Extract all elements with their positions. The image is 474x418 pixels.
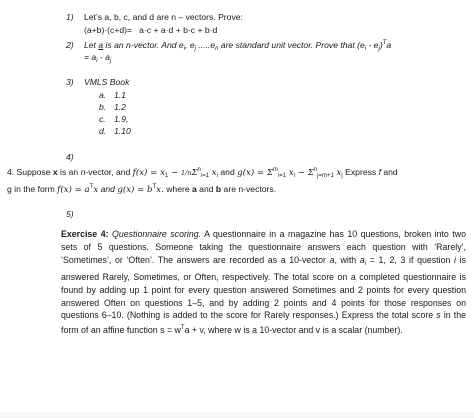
q4-sup: n [197,167,201,173]
q4-sup: T [152,184,157,190]
q5-var: a [359,254,365,265]
q5-seg: , with [334,254,360,265]
q5-paragraph [61,228,466,337]
q3-item-letter: c. [99,114,106,124]
q2-text [84,40,391,54]
q5-ex-sub: Questionnaire scoring. [112,229,202,239]
q4-seg: − Σ [295,168,314,178]
q4-sub: j=m+1 [317,173,334,179]
q5-sub: i [364,260,367,267]
q5-seg: is answered Rarely, Sometimes, or Often, respectively. The total score on a completed questionnaire is found by adding up 1 point for every question answered Sometimes and 2 points for every question answered Often on questions 1–5, and by adding 2 points and 4 points for those responses on questions 6–10. (Nothing is added to the score for Rarely responses.) Express the total score [61,254,466,321]
q1-label: 1) [66,12,74,22]
q4-sup: n [313,167,318,173]
q3-title: VMLS Book [84,77,130,87]
q4-label: 4) [66,152,74,162]
q5-var: a [329,254,335,265]
q3-label: 3) [66,77,74,87]
q5-seg: = 1, 2, 3 if question [366,254,455,265]
q2-sub: i [364,46,367,52]
q2-sup: T [382,40,387,46]
q2-sub: j [109,58,112,64]
q4-b: b [215,184,222,194]
q4-seg: x [93,185,99,195]
q3-item-letter: d. [99,126,107,136]
q1-eq-rhs: a·c + a·d + b·c + b·d [139,25,218,35]
q2-seg: is an n-vector. And e [103,40,184,50]
q4-sub: i=1 [200,173,210,179]
q2-label: 2) [66,40,74,50]
q4-seg: Express [342,167,379,177]
q4-seg: and [380,167,398,177]
q4-sub: i [293,173,296,179]
q4-sub: i [216,173,218,179]
q3-item-value: 1.2 [114,102,126,112]
q4-sub: j [341,173,343,179]
q4-seg: -vector, and [85,167,133,177]
q2-seg: = a [84,52,97,62]
q4-seg: x [286,168,294,178]
q5-seg: a + v, where w is a 10-vector and v is a scalar (number). [184,325,403,336]
q5-var: i [454,254,456,265]
q4-f: f [378,167,381,177]
q4-seg: and [196,184,216,194]
q2-seg: .....e [195,40,216,50]
q4-x: x [52,167,58,177]
q4-seg: x [209,168,217,178]
q4-sum: Σ [191,168,198,178]
q5-seg: in the form of an affine function s = w [61,310,467,336]
q5-ex-title: Exercise 4: [61,229,109,239]
q3-item-value: 1.9, [114,114,129,124]
q1-equation [84,25,217,36]
q4-fx: f(x) = x [132,168,165,178]
q4-seg: x. [156,185,164,195]
q5-label: 5) [66,209,74,219]
q3-item-letter: b. [99,102,107,112]
q4-seg: where [163,184,193,194]
q2-sub: j [194,46,196,52]
q4-seg: x [333,168,342,178]
q4-seg: − [168,168,181,178]
q4-seg: and [218,167,238,177]
q2-seg: - a [97,52,110,62]
q4-gx: g(x) = Σ [237,168,273,178]
q3-item-letter: a. [99,90,107,100]
q2-sub: n [215,46,219,52]
q2-seg: Let [84,40,99,50]
q3-item-value: 1.1 [114,90,126,100]
q4-a: a [192,184,197,194]
q2-a-var: a [98,40,104,50]
q4-sup: T [89,184,94,190]
q4-form1: f(x) = a [57,185,90,195]
q1-eq-lhs: (a+b)·(c+d)= [84,25,132,35]
q3-item-value: 1.10 [114,126,131,136]
q4-seg: is an [57,167,81,177]
q4-seg: 4. Suppose [7,167,53,177]
q2-sub: i [183,46,186,52]
q4-n: n [80,167,86,177]
q4-sup: m [272,167,278,173]
q4-form2: g(x) = b [117,185,153,195]
q4-seg: g in the form [7,184,58,194]
q4-seg: are n-vectors. [221,184,277,194]
q5-sup: T [180,325,185,332]
q2-seg: - e [366,40,379,50]
q1-text: Let’s a, b, c, and d are n – vectors. Prove: [84,12,243,22]
q2-line2 [84,52,111,66]
q4-frac: 1/n [180,169,192,177]
q2-seg: a [386,40,392,50]
q5-seg: A questionnaire in a magazine has 10 questions, broken into two sets of 5 questions. Someone taking the questionnaire answers each question with ‘Rarely’, ‘Sometimes’, or ‘Often’. The answers are recorded as a 10-vector [61,229,466,265]
q2-sub: j [378,46,380,52]
q4-sub: i=1 [277,173,287,179]
q2-sub: i [96,58,98,64]
q4-line1 [7,167,398,181]
q5-var: s [436,310,441,321]
q2-seg: are standard unit vector. Prove that (e [218,40,365,50]
page-bottom-edge [0,412,474,418]
q4-line2 [7,184,276,196]
q4-seg: and [98,184,118,194]
q5-exercise [61,228,466,337]
q2-seg: ) [379,40,383,50]
q4-sub: 1 [164,173,169,179]
q2-seg: , e [185,40,195,50]
